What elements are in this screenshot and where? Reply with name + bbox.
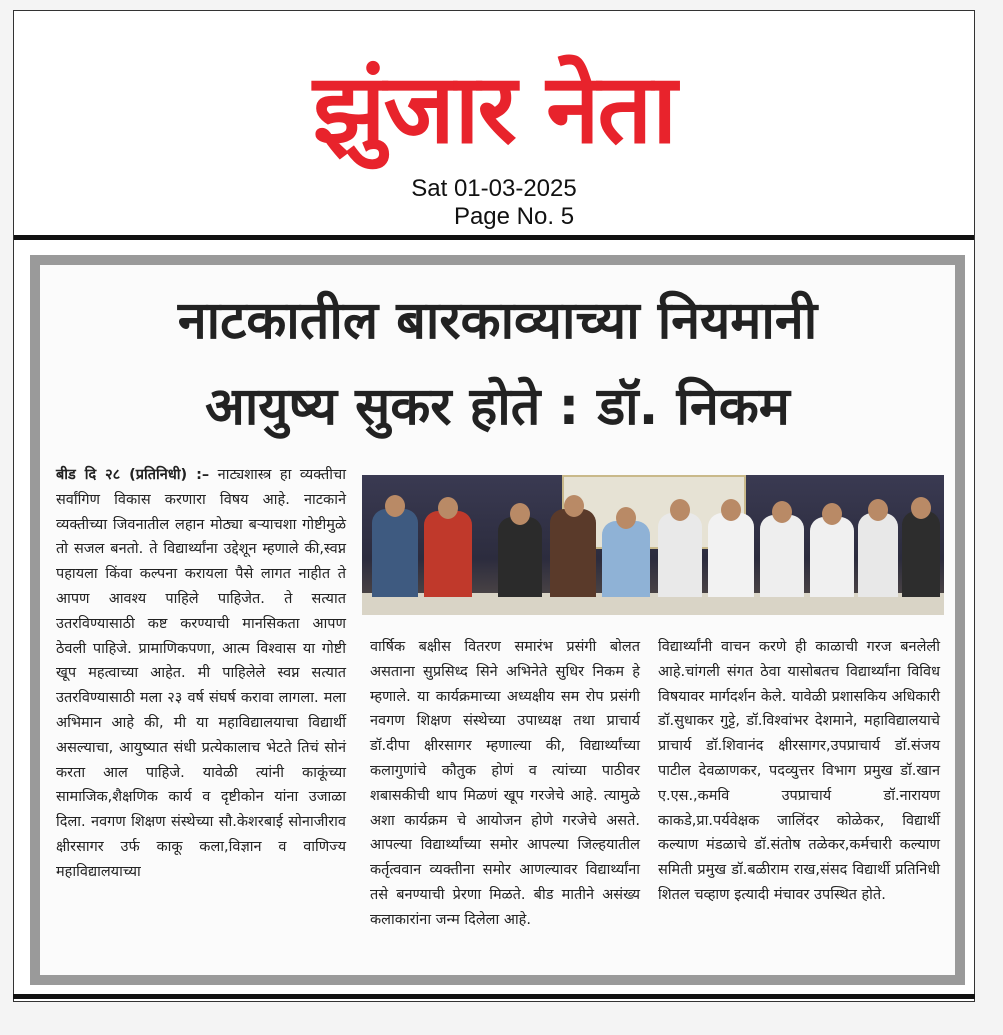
person-figure	[550, 509, 596, 597]
newspaper-page	[13, 10, 975, 1002]
article-column-3: विद्यार्थ्यांनी वाचन करणे ही काळाची गरज बनलेली आहे.चांगली संगत ठेवा यासोबतच विद्यार्थ्यांना विविध विषयावर मार्गदर्शन केले. यावेळी प्रशासकिय अधिकारी डॉ.सुधाकर गुट्टे, डॉ.विश्वांभर देशमाने, महाविद्यालयाचे प्राचार्य डॉ.शिवानंद क्षीरसागर,उपप्राचार्य डॉ.संजय पाटील देवळाणकर, पदव्युत्तर विभाग प्रमुख डॉ.खान ए.एस.,कमवि उपप्राचार्य डॉ.नारायण काकडे,प्रा.पर्यवेक्षक जालिंदर कोळेकर, विद्यार्थी कल्याण मंडळाचे डॉ.संतोष तळेकर,कर्मचारी कल्याण समिती प्रमुख डॉ.बळीराम राख,संसद विद्यार्थी प्रतिनिधी शितल चव्हाण इत्यादी मंचावर उपस्थित होते.	[658, 639, 940, 903]
person-figure	[498, 517, 542, 597]
column-1-text: नाट्यशास्त्र हा व्यक्तीचा सर्वांगिण विकास करणारा विषय आहे. नाटकाने व्यक्तीच्या जिवनातील लहान मोठ्या बऱ्याचशा गोष्टीमुळे तो सजल बनतो. ते विद्यार्थ्यांना उद्देशून म्हणाले की,स्वप्न पहायला किंवा कल्पना करायला पैसे लागत नाहीत ते आपण आवश्य पाहिले पाहिजेत. ते सत्यात उतरविण्यासाठी कष्ट करण्याची मानसिकता आपण ठेवली पाहिजे. प्रामाणिकपणा, आत्म विश्वास या गोष्टी खूप महत्वाच्या आहेत. मी पाहिलेले स्वप्न सत्यात उतरविण्यासाठी मला २३ वर्ष संघर्ष करावा लागला. मला अभिमान आहे की, मी या महाविद्यालयाचा विद्यार्थी असल्याचा, आयुष्यात संधी प्रत्येकालाच भेटते तिचं सोनं करता आल पाहिजे. यावेळी त्यांनी काकूंच्या सामाजिक,शैक्षणिक कार्य व दृष्टीकोन यांना उजाळा दिला. नवगण शिक्षण संस्थेच्या सौ.केशरबाई सोनाजीराव क्षीरसागर उर्फ काकू कला,विज्ञान व वाणिज्य महाविद्यालयाच्या	[56, 467, 346, 880]
page-number: Page No. 5	[453, 203, 575, 230]
person-figure	[372, 509, 418, 597]
event-photo	[362, 475, 944, 615]
person-figure	[602, 521, 650, 597]
person-figure	[760, 515, 804, 597]
person-figure	[810, 517, 854, 597]
person-head	[670, 499, 690, 521]
newspaper-logo: झुंजार नेता	[312, 53, 676, 165]
person-head	[911, 497, 931, 519]
dateline: बीड दि २८ (प्रतिनिधी) :–	[56, 467, 210, 483]
edition-date: Sat 01-03-2025	[411, 175, 577, 202]
news-clipping	[40, 265, 955, 975]
article-column-2: वार्षिक बक्षीस वितरण समारंभ प्रसंगी बोलत असताना सुप्रसिध्द सिने अभिनेते सुधिर निकम हे म्हणाले. या कार्यक्रमाच्या अध्यक्षीय सम रोप प्रसंगी नवगण शिक्षण संस्थेच्या उपाध्यक्ष तथा प्राचार्य डॉ.दीपा क्षीरसागर म्हणाल्या की, विद्यार्थ्यांच्या कलागुणांचे कौतुक होणं व त्यांच्या पाठीवर शबासकीची थाप मिळणं खूप गरजेचे आहे. त्यामुळे अशा कार्यक्रम चे आयोजन होणे गरजेचे असते. आपल्या विद्यार्थ्यांच्या समोर आपल्या जिल्हयातील कर्तृत्ववान व्यक्तीना समोर आणल्यावर विद्यार्थ्यांना तसे बनण्याची प्रेरणा मिळते. बीड मातीने असंख्य कलाकारांना जन्म दिलेला आहे.	[370, 639, 640, 928]
person-head	[616, 507, 636, 529]
article-column-1	[56, 463, 346, 885]
person-head	[564, 495, 584, 517]
person-head	[772, 501, 792, 523]
person-figure	[658, 513, 702, 597]
masthead	[14, 11, 974, 233]
person-head	[510, 503, 530, 525]
masthead-divider	[14, 235, 974, 240]
person-head	[822, 503, 842, 525]
person-head	[385, 495, 405, 517]
headline-line-1: नाटकातील बारकाव्याच्या नियमानी	[177, 291, 818, 351]
person-figure	[858, 513, 898, 597]
person-figure	[424, 511, 472, 597]
person-head	[721, 499, 741, 521]
page-bottom-rule	[13, 994, 975, 999]
person-head	[438, 497, 458, 519]
headline-line-2: आयुष्य सुकर होते : डॉ. निकम	[205, 377, 790, 437]
person-figure	[708, 513, 754, 597]
person-figure	[902, 511, 940, 597]
person-head	[868, 499, 888, 521]
